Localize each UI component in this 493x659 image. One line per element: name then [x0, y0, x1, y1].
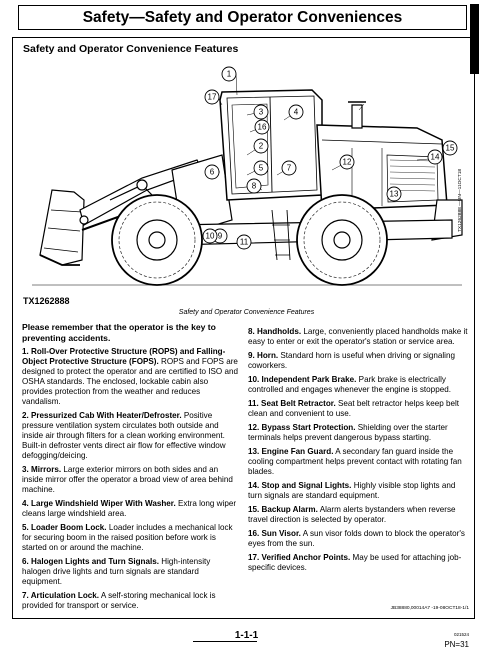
- figure-caption: Safety and Operator Convenience Features: [178, 309, 315, 316]
- feature-3-title: 3. Mirrors.: [22, 465, 62, 474]
- callout-5-text: 5: [258, 163, 264, 173]
- feature-16-title: 16. Sun Visor.: [248, 529, 301, 538]
- feature-14-text: Highly visible stop lights and turn signals are standard equipment.: [248, 481, 456, 500]
- callout-10-text: 10: [205, 231, 215, 241]
- callout-14-text: 14: [430, 152, 440, 162]
- callout-8: [247, 179, 261, 193]
- feature-10-text: Park brake is electrically controlled and engages whenever the engine is stopped.: [248, 375, 451, 394]
- callout-2-text: 2: [258, 141, 264, 151]
- footer-pn: PN=31: [444, 640, 469, 649]
- callout-13: [387, 187, 401, 201]
- callout-17-text: 17: [207, 92, 217, 102]
- callout-11: [237, 235, 251, 249]
- feature-17-title: 17. Verified Anchor Points.: [248, 553, 351, 562]
- callout-12: [340, 155, 354, 169]
- feature-15: [248, 505, 470, 525]
- section-heading: Safety and Operator Convenience Features: [23, 43, 239, 55]
- callout-8-text: 8: [251, 181, 257, 191]
- feature-1-text: ROPS and FOPS are designed to protect the operator and are certified to ISO and OSHA standards. The enclosed, lockable cabin also provides protection from the weather and reduces vandalism.: [22, 357, 238, 406]
- callout-17: [205, 90, 219, 104]
- callout-6-text: 6: [209, 167, 215, 177]
- feature-6-title: 6. Halogen Lights and Turn Signals.: [22, 557, 160, 566]
- footer-rule: [193, 641, 257, 642]
- feature-6-text: High-intensity halogen drive lights and turn signals are standard equipment.: [22, 557, 211, 586]
- feature-7-title: 7. Articulation Lock.: [22, 591, 100, 600]
- callout-6: [205, 165, 219, 179]
- callout-3: [254, 105, 268, 119]
- feature-8-text: Large, conveniently placed handholds make it easy to enter or exit the operator's station or service area.: [248, 327, 468, 346]
- feature-2: [22, 411, 239, 461]
- feature-17-text: May be used for attaching job-specific devices.: [248, 553, 462, 572]
- feature-17: [248, 553, 470, 573]
- callout-14: [428, 150, 442, 164]
- feature-3-text: Large exterior mirrors on both sides and an inside mirror offer the operator a broad view of area behind machine.: [22, 465, 233, 494]
- callout-4-text: 4: [293, 107, 299, 117]
- feature-2-title: 2. Pressurized Cab With Heater/Defroster.: [22, 411, 182, 420]
- feature-13-title: 13. Engine Fan Guard.: [248, 447, 334, 456]
- feature-10-title: 10. Independent Park Brake.: [248, 375, 357, 384]
- feature-6: [22, 557, 239, 587]
- left-column: [22, 322, 239, 615]
- feature-1: [22, 347, 239, 407]
- feature-4-title: 4. Large Windshield Wiper With Washer.: [22, 499, 176, 508]
- feature-5-title: 5. Loader Boom Lock.: [22, 523, 107, 532]
- feature-1-title: 1. Roll-Over Protective Structure (ROPS) and Falling-Object Protective Structure (FOPS).: [22, 347, 226, 366]
- feature-16: [248, 529, 470, 549]
- feature-9-text: Standard horn is useful when driving or signaling coworkers.: [248, 351, 455, 370]
- feature-7-text: A self-storing mechanical lock is provided for transport or service.: [22, 591, 216, 610]
- feature-8-title: 8. Handholds.: [248, 327, 302, 336]
- feature-2-text: Positive pressure ventilation system circulates both outside and inside air through filters for a clean working environment. Built-in defroster vents direct air flow for effective window defogging/deicing.: [22, 411, 226, 460]
- feature-12-title: 12. Bypass Start Protection.: [248, 423, 356, 432]
- intro-text: Please remember that the operator is the key to preventing accidents.: [22, 322, 216, 343]
- callout-5: [254, 161, 268, 175]
- callout-13-text: 13: [389, 189, 399, 199]
- feature-13: [248, 447, 470, 477]
- feature-14: [248, 481, 470, 501]
- figure-code-side: TX1262888 —UN—11OCT18: [458, 168, 463, 232]
- feature-16-text: A sun visor folds down to block the operator's eyes from the sun.: [248, 529, 465, 548]
- callout-4: [289, 105, 303, 119]
- callout-9-text: 9: [217, 231, 223, 241]
- page-title: Safety—Safety and Operator Conveniences: [18, 5, 467, 30]
- loader-drawing: [32, 74, 462, 285]
- feature-5: [22, 523, 239, 553]
- callout-12-text: 12: [342, 157, 352, 167]
- callout-7-text: 7: [286, 163, 292, 173]
- feature-4: [22, 499, 239, 519]
- document-code: JB38880,00014A7 -19-08OCT18-1/1: [390, 606, 469, 611]
- feature-12-text: Shielding over the starter terminals helps prevent dangerous bypass starting.: [248, 423, 448, 442]
- callout-11-text: 11: [239, 237, 249, 247]
- page-number: 1-1-1: [234, 630, 259, 641]
- feature-11: [248, 399, 470, 419]
- feature-8: [248, 327, 470, 347]
- feature-7: [22, 591, 239, 611]
- feature-10: [248, 375, 470, 395]
- feature-14-title: 14. Stop and Signal Lights.: [248, 481, 352, 490]
- callout-7: [282, 161, 296, 175]
- callout-2: [254, 139, 268, 153]
- loader-illustration: [22, 60, 469, 296]
- callout-16: [255, 120, 269, 134]
- feature-5-text: Loader includes a mechanical lock for securing boom in the raised position before work is started on or around the machine.: [22, 523, 233, 552]
- callout-3-text: 3: [258, 107, 264, 117]
- callout-1: [222, 67, 236, 81]
- callout-10: [203, 229, 217, 243]
- footer-date: 021524: [453, 632, 469, 637]
- feature-15-text: Alarm alerts bystanders when reverse travel direction is selected by operator.: [248, 505, 456, 524]
- feature-15-title: 15. Backup Alarm.: [248, 505, 318, 514]
- callout-16-text: 16: [257, 122, 267, 132]
- callout-1-text: 1: [226, 69, 232, 79]
- feature-9: [248, 351, 470, 371]
- feature-12: [248, 423, 470, 443]
- feature-13-text: A secondary fan guard inside the cooling compartment helps prevent contact with rotating fan blades.: [248, 447, 462, 476]
- feature-11-text: Seat belt retractor helps keep belt clean and convenient to use.: [248, 399, 460, 418]
- feature-3: [22, 465, 239, 495]
- right-column: [248, 327, 470, 577]
- figure-id: TX1262888: [23, 296, 70, 306]
- callout-15: [443, 141, 457, 155]
- feature-11-title: 11. Seat Belt Retractor.: [248, 399, 336, 408]
- feature-9-title: 9. Horn.: [248, 351, 279, 360]
- callout-15-text: 15: [445, 143, 455, 153]
- feature-4-text: Extra long wiper cleans large windshield area.: [22, 499, 237, 518]
